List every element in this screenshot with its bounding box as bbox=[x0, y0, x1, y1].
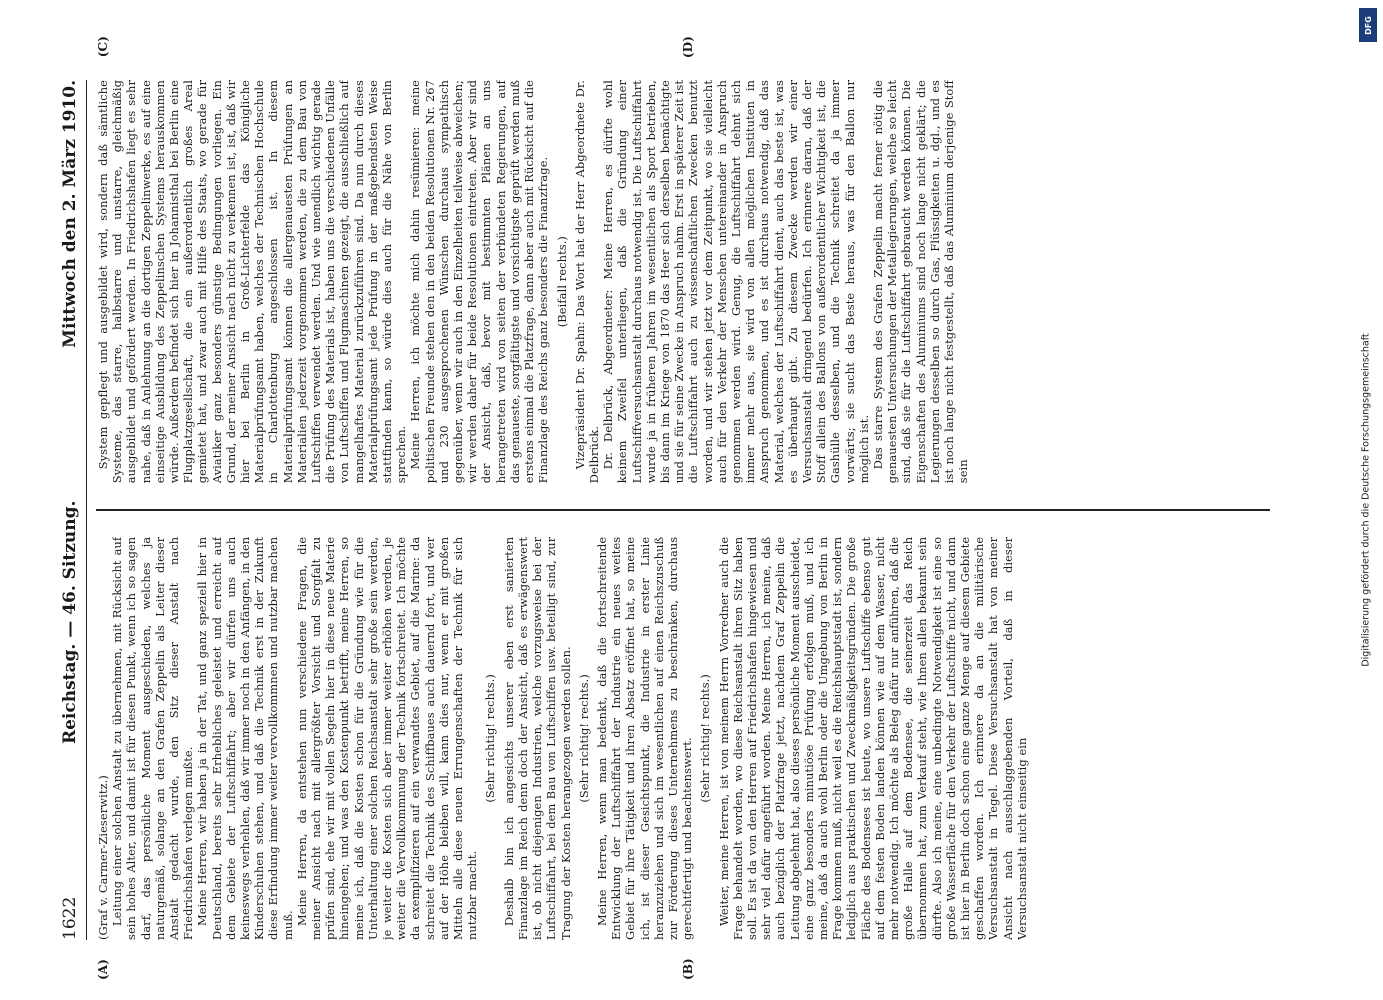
session-date: Mittwoch den 2. März 1910. bbox=[60, 80, 80, 348]
session-title: Reichstag. — 46. Sitzung. bbox=[60, 500, 80, 745]
margin-marker-a: (A) bbox=[96, 959, 110, 980]
text-columns bbox=[96, 36, 1270, 980]
right-column bbox=[96, 36, 1270, 484]
digitization-note bbox=[1357, 10, 1375, 990]
dfg-logo: DFG bbox=[1359, 8, 1377, 42]
interjection: (Sehr richtig! rechts.) bbox=[698, 674, 713, 803]
interjection: (Sehr richtig! rechts.) bbox=[483, 674, 498, 803]
interjection: (Beifall rechts.) bbox=[554, 236, 569, 328]
margin-marker-c: (C) bbox=[96, 36, 110, 58]
paragraph: Meine Herren, ich möchte mich dahin resümieren: meine politischen Freunde stehen den in den beiden Resolutionen Nr. 267 und 230 ausgesprochenen Wünschen durchaus sympathisch gegenüber, wenn wir auch in den Einzelheiten teilweise abweichen; wir werden daher für beide Resolutionen eintreten. Aber wir sind der Ansicht, daß, bevor mit bestimmten Plänen an uns herangetreten wird von seiten der verbündeten Regierungen, auf das genaueste, sorgfältigste und vorsichtigste geprüft werden muß erstens einmal die Platzfrage, dann aber auch mit Rücksicht auf die Finanzlage des Reichs ganz besonders die Finanzfrage. bbox=[408, 80, 551, 484]
paragraph: System gepflegt und ausgebildet wird, sondern daß sämtliche Systeme, das starre, halbstarre und unstarre, gleichmäßig ausgebildet und gefördert werden. In Friedrichshafen liegt es sehr nahe, daß in Anlehnung an die dortigen Zeppelinwerke, es auf eine einseitige Ausbildung des Zeppelinschen Systems herauskommen würde. Außerdem befindet sich hier in Johannisthal bei Berlin eine Flugplatzgesellschaft, die ein außerordentlich großes Areal gemietet hat, und zwar auch mit Hilfe des Staats, wo gerade für Aviatiker ganz besonders günstige Bedingungen vorliegen. Ein Grund, der meiner Ansicht nach nicht zu verkennen ist, ist, daß wir hier bei Berlin in Groß-Lichterfelde das Königliche Materialprüfungsamt haben, welches der Technischen Hochschule in Charlottenburg angeschlossen ist. In diesem Materialprüfungsamt können die allergenauesten Prüfungen an Materialien jederzeit vorgenommen werden, die zu dem Bau von Luftschiffen verwendet werden. Und wie unendlich wichtig gerade die Prüfung des Materials ist, haben uns die verschiedenen Unfälle von Luftschiffen und Flugmaschinen gezeigt, die ausschließlich auf mangelhaftes Material zurückzuführen sind. Da nun durch dieses Materialprüfungsamt jede Prüfung in der maßgebendsten Weise stattfinden kann, so würde dies auch für die Nähe von Berlin sprechen. bbox=[96, 80, 409, 484]
page-number: 1622 bbox=[60, 896, 80, 940]
paragraph: Meine Herren, wenn man bedenkt, daß die fortschreitende Entwicklung der Luftschiffahrt der Industrie ein neues weites Gebiet für ihre Tätigkeit und ihren Absatz eröffnet hat, so meine ich, ist dieser Gesichtspunkt, die Industrie in erster Linie heranzuziehen und sich im wesentlichen auf einen Reichszuschuß zur Förderung dieses Unternehmens zu beschränken, durchaus gerechtfertigt und beachtenswert. bbox=[594, 536, 695, 940]
paragraph: Meine Herren, da entstehen nun verschiedene Fragen, die meiner Ansicht nach mit allergrößter Vorsicht und Sorgfalt zu prüfen sind, ehe wir mit vollen Segeln hier in diese neue Materie hineingehen; und was den Kostenpunkt betrifft, meine Herren, so meine ich, daß die Kosten schon für die Gründung wie für die Unterhaltung einer solchen Reichsanstalt sehr große sein werden, je weiter die Kosten sich aber immer weiter erhöhen werden, je weiter die Vervollkommnung der Technik fortschreitet. Ich möchte da exemplifizieren auf ein verwandtes Gebiet, auf die Marine: da schreitet die Technik des Schiffbaues auch dauernd fort, und wer auf der Höhe bleiben will, kann dies nur, wenn er mit großen Mitteln alle diese neuen Errungenschaften der Technik für sich nutzbar macht. bbox=[294, 536, 480, 940]
speaker-note: (Graf v. Carmer-Zieserwitz.) bbox=[96, 775, 110, 940]
digitization-text: Digitalisierung gefördert durch die Deutsche Forschungsgemeinschaft bbox=[1360, 333, 1372, 667]
paragraph: Dr. Delbrück, Abgeordneter: Meine Herren, es dürfte wohl keinem Zweifel unterliegen, daß die Gründung einer Luftschiffversuchsanstalt durchaus notwendig ist. Die Luftschiffahrt wurde ja in früheren Jahren im wesentlichen als Sport betrieben, bis dann im Kriege von 1870 das Heer sich derselben bemächtigte und sie für seine Zwecke in Anspruch nahm. Erst in späterer Zeit ist die Luftschiffahrt auch zu wissenschaftlichen Zwecken benutzt worden, und wir stehen jetzt vor dem Zeitpunkt, wo sie vielleicht auch für den Verkehr der Menschen untereinander in Anspruch genommen werden wird. Genug, die Luftschiffahrt dehnt sich immer mehr aus, sie wird von allen möglichen Instituten in Anspruch genommen, und es ist durchaus notwendig, daß das Material, welches der Luftschiffahrt dient, auch das beste ist, was es überhaupt gibt. Zu diesem Zwecke werden wir einer Versuchsanstalt dringend bedürfen. Ich erinnere daran, daß der Stoff allein des Ballons von außerordentlicher Wichtigkeit ist, die Gashülle desselben, und die Technik schreitet da ja immer vorwärts; sie sucht das Beste heraus, was für den Ballon nur möglich ist. bbox=[601, 80, 871, 484]
paragraph: Leitung einer solchen Anstalt zu übernehmen, mit Rücksicht auf sein hohes Alter, und damit ist für diesen Punkt, wenn ich so sagen darf, das persönliche Moment ausgeschieden, welches ja naturgemäß, solange an den Grafen Zeppelin als Leiter dieser Anstalt gedacht wurde, den Sitz dieser Anstalt nach Friedrichshafen verlegen mußte. bbox=[110, 536, 196, 940]
paragraph: Vizepräsident Dr. Spahn: Das Wort hat der Herr Abgeordnete Dr. Delbrück. bbox=[572, 80, 601, 484]
paragraph: Meine Herren, wir haben ja in der Tat, und ganz speziell hier in Deutschland, bereits sehr Erhebliches geleistet und erreicht auf dem Gebiete der Luftschiffahrt; aber wir dürfen uns auch keineswegs verhehlen, daß wir immer noch in den Anfängen, in den Kinderschuhen stehen, und daß die Technik erst in der Zukunft diese Erfindung immer weiter vervollkommnen und nutzbar machen muß. bbox=[195, 536, 295, 940]
paragraph: Weiter, meine Herren, ist von meinem Herrn Vorredner auch die Frage behandelt worden, wo diese Reichsanstalt ihren Sitz haben soll. Es ist da von den Herren auf Friedrichshafen hingewiesen und sehr viel dafür angeführt worden. Meine Herren, ich meine, daß auch bezüglich der Platzfrage jetzt, nachdem Graf Zeppelin die Leitung abgelehnt hat, also dieses persönliche Moment ausscheidet, eine ganz besonders minutiöse Prüfung erfolgen muß, und ich meine, daß da auch wohl Berlin oder die Umgebung von Berlin in Frage kommen muß, nicht weil es die Reichshauptstadt ist, sondern lediglich aus praktischen und Zweckmäßigkeitsgründen. Die große Fläche des Bodensees ist heute, wo unsere Luftschiffe ebenso gut auf dem festen Boden landen können wie auf dem Wasser, nicht mehr notwendig. Ich möchte als Beleg dafür nur anführen, daß die große Halle auf dem Bodensee, die seinerzeit das Reich übernommen hat, zum Verkauf steht, wie Ihnen allen bekannt sein dürfte. Also ich meine, eine unbedingte Notwendigkeit ist eine so große Wasserfläche für den Verkehr der Luftschiffe nicht, und dann ist hier in Berlin doch schon eine ganze Menge auf diesem Gebiete geschaffen worden. Ich erinnere da an die militärische Versuchsanstalt in Tegel. Diese Versuchsanstalt hat von meiner Ansicht nach ausschlaggebenden Vorteil, daß in dieser Versuchsanstalt nicht einseitig ein bbox=[716, 536, 1029, 940]
page-header bbox=[50, 80, 87, 940]
interjection: (Sehr richtig! rechts.) bbox=[576, 674, 591, 803]
margin-marker-d: (D) bbox=[681, 36, 695, 59]
paragraph: Deshalb bin ich angesichts unserer eben erst sanierten Finanzlage im Reich denn doch der Ansicht, daß es erwägenswert ist, ob nicht diejenigen Industrien, welche vorzugsweise bei der Luftschiffahrt, bei dem Bau von Luftschiffen usw. beteiligt sind, zur Tragung der Kosten herangezogen werden sollen. bbox=[501, 536, 573, 940]
column-divider bbox=[96, 509, 1270, 511]
left-column bbox=[96, 536, 1270, 980]
margin-marker-b: (B) bbox=[681, 958, 695, 980]
paragraph: Das starre System des Grafen Zeppelin macht ferner nötig die genauesten Untersuchungen der Metallegierungen, welche so leicht sind, daß sie für die Luftschiffahrt gebraucht werden können. Die Eigenschaften des Aluminiums sind noch lange nicht geklärt; die Legierungen desselben so durch Gas, Flüssigkeiten u. dgl., und es ist noch lange nicht festgestellt, daß das Aluminium derjenige Stoff sein bbox=[870, 80, 971, 484]
